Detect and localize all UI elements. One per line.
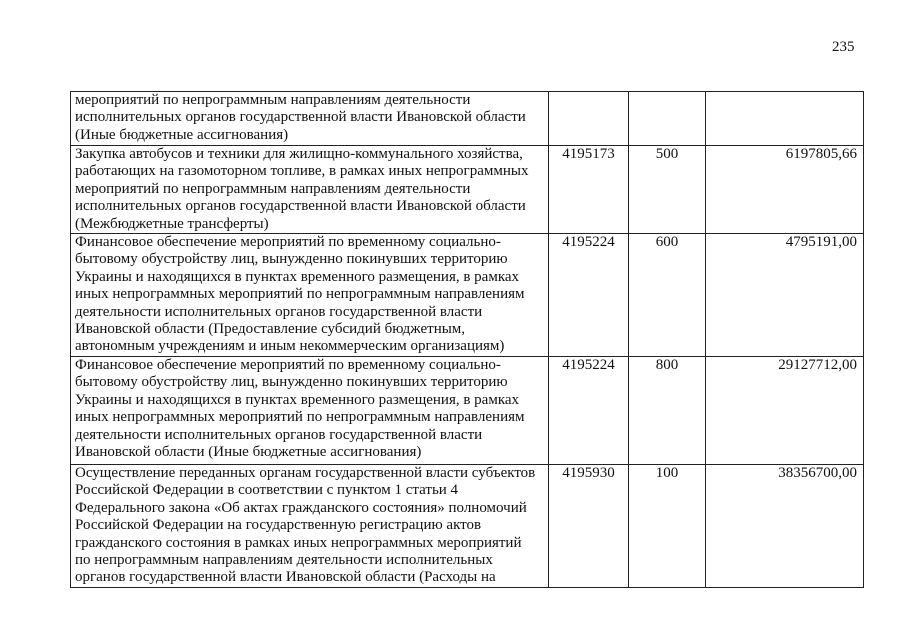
expense-type-code <box>629 92 706 146</box>
target-article-code: 4195930 <box>549 464 629 587</box>
amount: 4795191,00 <box>706 234 864 357</box>
amount: 38356700,00 <box>706 464 864 587</box>
row-description: Закупка автобусов и техники для жилищно-коммунального хозяйства, работающих на газомоторном топливе, в рамках иных непрограммных мероприятий по непрограммным направлениям деятельности исполнительных органов государственной власти Ивановской области (Межбюджетные трансферты) <box>71 146 549 234</box>
amount: 6197805,66 <box>706 146 864 234</box>
table-row <box>71 356 864 464</box>
row-description: Финансовое обеспечение мероприятий по временному социально- бытовому обустройству лиц, вынужденно покинувших территорию Украины и находящихся в пунктах временного размещения, в рамках иных непрограммных мероприятий по непрограммным направлениям деятельности исполнительных органов государственной власти Ивановской области (Иные бюджетные ассигнования) <box>71 356 549 464</box>
row-description: мероприятий по непрограммным направлениям деятельности исполнительных органов государственной власти Ивановской области (Иные бюджетные ассигнования) <box>71 92 549 146</box>
row-description: Финансовое обеспечение мероприятий по временному социально- бытовому обустройству лиц, вынужденно покинувших территорию Украины и находящихся в пунктах временного размещения, в рамках иных непрограммных мероприятий по непрограммным направлениям деятельности исполнительных органов государственной власти Ивановской области (Предоставление субсидий бюджетным, автономным учреждениям и иным некоммерческим организациям) <box>71 234 549 357</box>
amount: 29127712,00 <box>706 356 864 464</box>
row-description: Осуществление переданных органам государственной власти субъектов Российской Федерации в соответствии с пунктом 1 статьи 4 Федерального закона «Об актах гражданского состояния» полномочий Российской Федерации на государственную регистрацию актов гражданского состояния в рамках иных непрограммных мероприятий по непрограммным направлениям деятельности исполнительных органов государственной власти Ивановской области (Расходы на <box>71 464 549 587</box>
budget-table <box>70 91 864 588</box>
expense-type-code: 800 <box>629 356 706 464</box>
expense-type-code: 500 <box>629 146 706 234</box>
table-row <box>71 464 864 587</box>
target-article-code: 4195173 <box>549 146 629 234</box>
target-article-code: 4195224 <box>549 234 629 357</box>
expense-type-code: 600 <box>629 234 706 357</box>
expense-type-code: 100 <box>629 464 706 587</box>
amount <box>706 92 864 146</box>
page-number: 235 <box>832 39 855 55</box>
target-article-code <box>549 92 629 146</box>
table-row <box>71 146 864 234</box>
target-article-code: 4195224 <box>549 356 629 464</box>
table-row <box>71 92 864 146</box>
table-row <box>71 234 864 357</box>
